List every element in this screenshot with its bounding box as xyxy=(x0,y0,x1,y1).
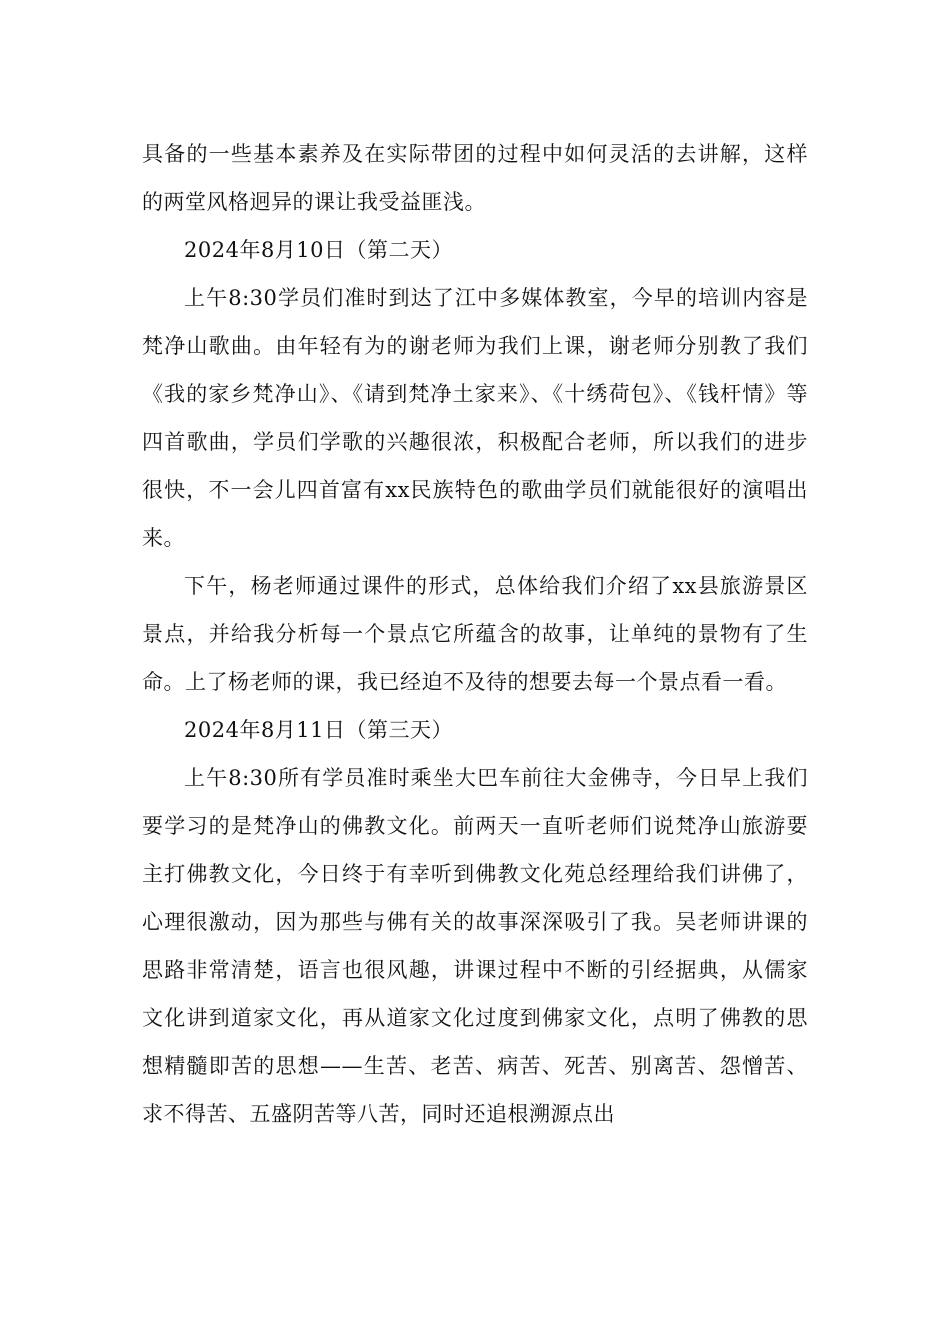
paragraph-morning-day-three: 上午8:30所有学员准时乘坐大巴车前往大金佛寺，今日早上我们要学习的是梵净山的佛教文化。前两天一直听老师们说梵净山旅游要主打佛教文化，今日终于有幸听到佛教文化苑总经理给我们讲佛了，心理很激动，因为那些与佛有关的故事深深吸引了我。吴老师讲课的思路非常清楚，语言也很风趣，讲课过程中不断的引经据典，从儒家文化讲到道家文化，再从道家文化过度到佛家文化，点明了佛教的思想精髓即苦的思想——生苦、老苦、病苦、死苦、别离苦、怨憎苦、求不得苦、五盛阴苦等八苦，同时还追根溯源点出 xyxy=(142,766,808,1126)
paragraph-continuation: 具备的一些基本素养及在实际带团的过程中如何灵活的去讲解，这样的两堂风格迥异的课让我受益匪浅。 xyxy=(142,142,808,214)
paragraph-afternoon-day-two: 下午，杨老师通过课件的形式，总体给我们介绍了xx县旅游景区景点，并给我分析每一个景点它所蕴含的故事，让单纯的景物有了生命。上了杨老师的课，我已经迫不及待的想要去每一个景点看一看。 xyxy=(142,574,808,694)
date-heading-day-three: 2024年8月11日（第三天） xyxy=(184,718,454,742)
paragraph-morning-day-two: 上午8:30学员们准时到达了江中多媒体教室，今早的培训内容是梵净山歌曲。由年轻有为的谢老师为我们上课，谢老师分别教了我们《我的家乡梵净山》、《请到梵净土家来》、《十绣荷包》、《钱杆情》等四首歌曲，学员们学歌的兴趣很浓，积极配合老师，所以我们的进步很快，不一会儿四首富有xx民族特色的歌曲学员们就能很好的演唱出来。 xyxy=(142,286,808,550)
date-heading-day-two: 2024年8月10日（第二天） xyxy=(184,238,454,262)
document-body xyxy=(142,130,808,1138)
